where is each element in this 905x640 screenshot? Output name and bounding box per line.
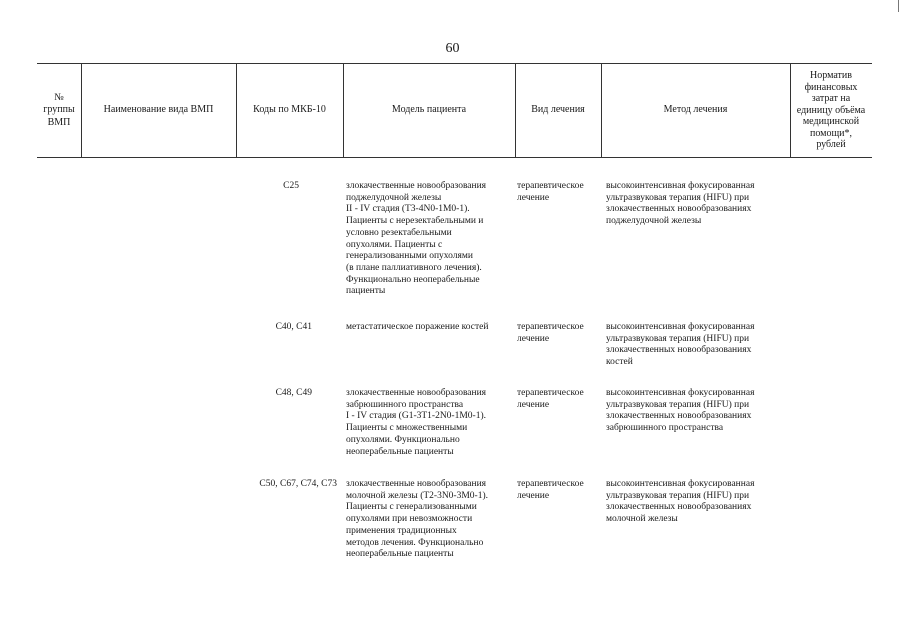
row-icd-codes: C25 — [283, 181, 299, 191]
row-treatment-method: высокоинтенсивная фокусированная ультразвуковая терапия (HIFU) при злокачественных новообразованиях забрюшинного пространства — [606, 388, 755, 434]
page-number: 60 — [445, 41, 460, 56]
row-icd-codes: C40, C41 — [275, 322, 312, 332]
header-patient-model: Модель пациента — [391, 104, 467, 116]
row-treatment-type: терапевтическое лечение — [517, 322, 584, 344]
row-treatment-method: высокоинтенсивная фокусированная ультразвуковая терапия (HIFU) при злокачественных новообразованиях костей — [606, 322, 755, 368]
row-patient-model: злокачественные новообразования забрюшинного пространства I - IV стадия (G1-3T1-2N0-1M0-1). Пациенты с множественными опухолями. Функционально неоперабельные пациенты — [346, 388, 487, 457]
header-treatment-type: Вид лечения — [531, 104, 585, 116]
header-treatment-method: Метод лечения — [663, 104, 728, 116]
scan-edge-mark — [898, 0, 899, 12]
row-icd-codes: C48, C49 — [275, 388, 312, 398]
row-treatment-method: высокоинтенсивная фокусированная ультразвуковая терапия (HIFU) при злокачественных новообразованиях молочной железы — [606, 479, 755, 525]
header-icd-codes: Коды по МКБ-10 — [253, 104, 326, 116]
header-cost-norm: Норматив финансовых затрат на единицу объёма медицинской помощи*, рублей — [796, 70, 866, 151]
row-treatment-type: терапевтическое лечение — [517, 388, 584, 410]
row-treatment-type: терапевтическое лечение — [517, 181, 584, 203]
header-group-number: № группы ВМП — [43, 91, 75, 128]
row-icd-codes: C50, C67, C74, C73 — [259, 479, 337, 489]
table-header — [37, 63, 872, 158]
row-patient-model: злокачественные новообразования молочной железы (T2-3N0-3M0-1). Пациенты с генерализованными опухолями при невозможности применения традиционных методов лечения. Функционально неоперабельные пациенты — [346, 479, 488, 560]
header-vmp-name: Наименование вида ВМП — [103, 104, 214, 116]
row-treatment-type: терапевтическое лечение — [517, 479, 584, 501]
row-treatment-method: высокоинтенсивная фокусированная ультразвуковая терапия (HIFU) при злокачественных новообразованиях поджелудочной железы — [606, 181, 755, 227]
row-patient-model: метастатическое поражение костей — [346, 322, 489, 332]
row-patient-model: злокачественные новообразования поджелудочной железы II - IV стадия (T3-4N0-1M0-1). Пациенты с нерезектабельными и условно резектабельными опухолями. Пациенты с генерализованными опухолями (в плане паллиативного лечения). Функционально неоперабельные пациенты — [346, 181, 487, 297]
